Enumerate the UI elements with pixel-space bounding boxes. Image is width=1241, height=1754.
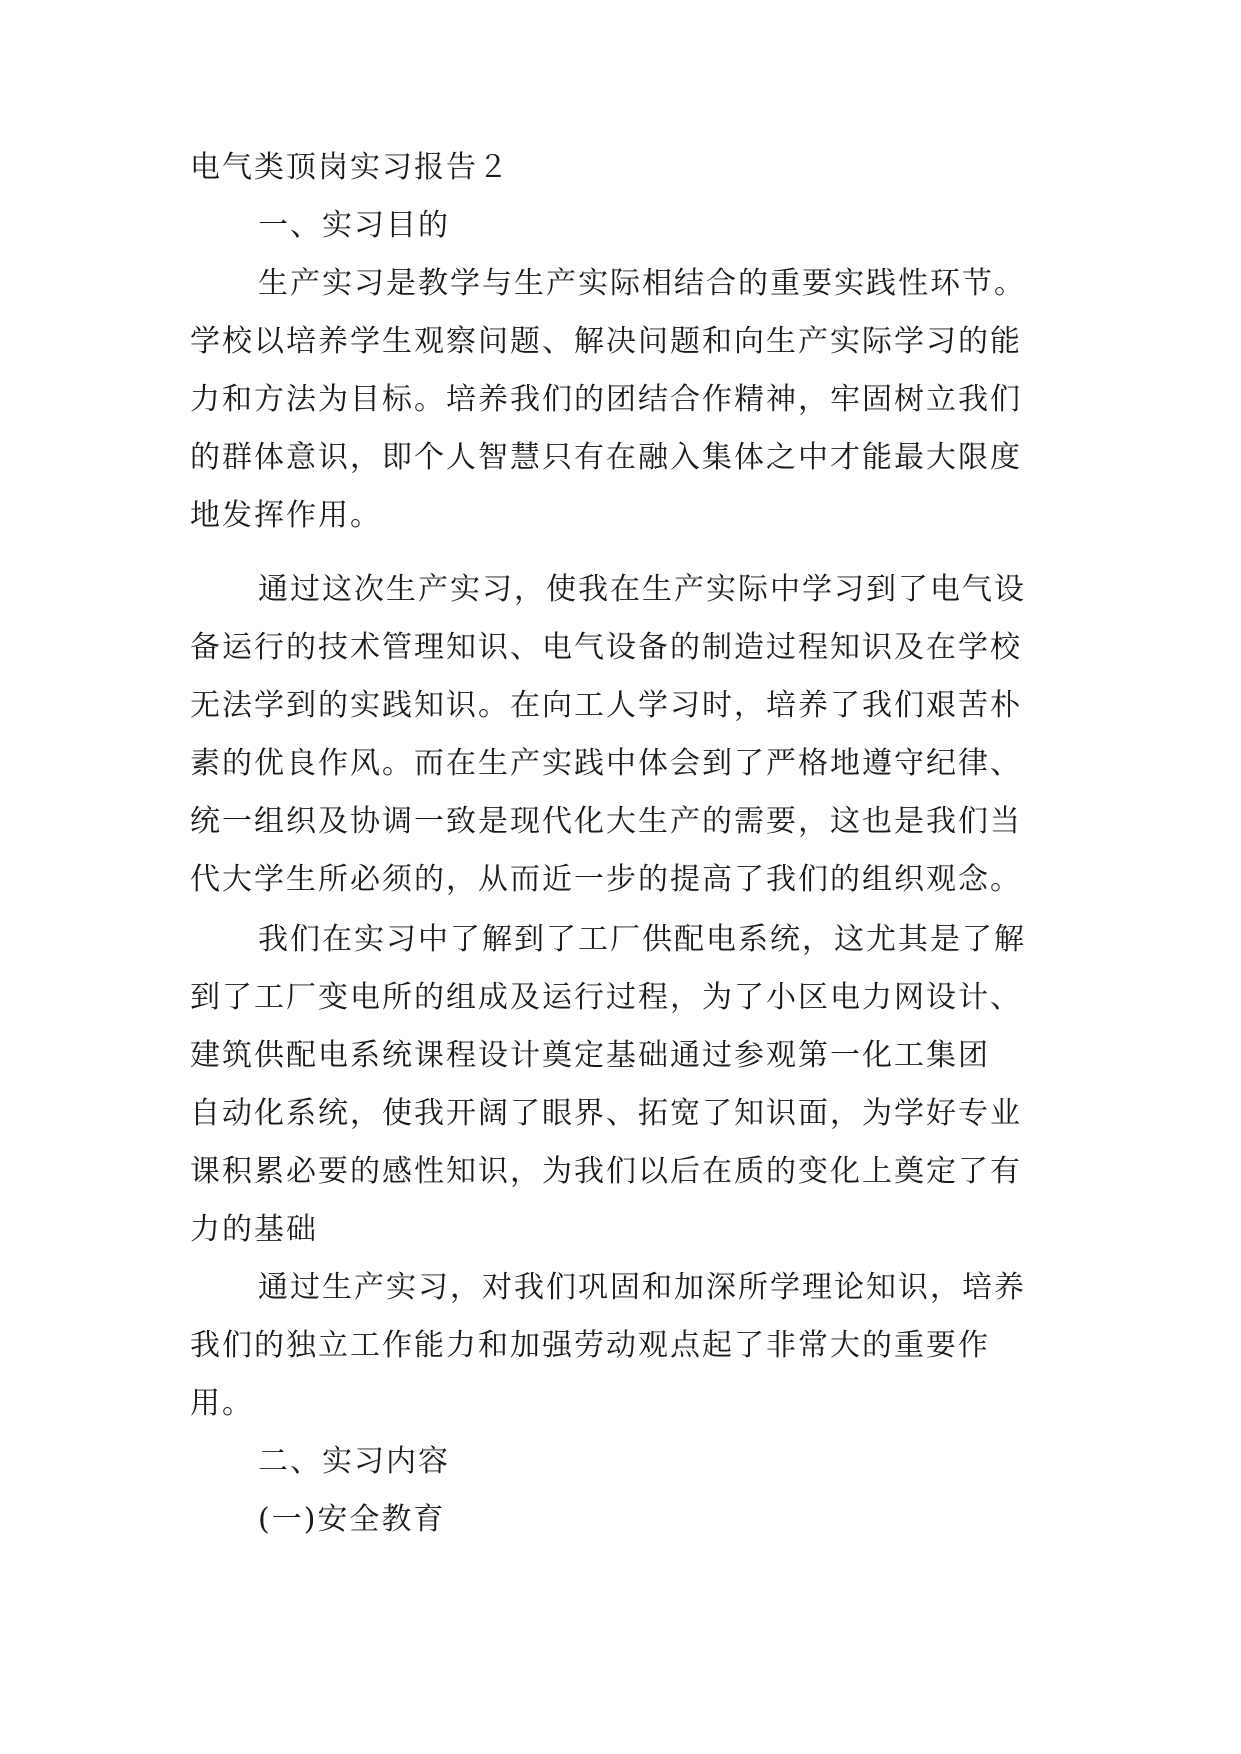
- paragraph-line: 到了工厂变电所的组成及运行过程，为了小区电力网设计、: [190, 980, 1022, 1015]
- paragraph-line: 的群体意识，即个人智慧只有在融入集体之中才能最大限度: [190, 440, 1022, 475]
- paragraph-line: 建筑供配电系统课程设计奠定基础通过参观第一化工集团: [190, 1038, 990, 1073]
- subsection-heading: (一)安全教育: [258, 1502, 446, 1537]
- paragraph-line: 通过生产实习，对我们巩固和加深所学理论知识，培养: [258, 1270, 1026, 1305]
- paragraph-line: 力的基础: [190, 1212, 318, 1247]
- document-title: 电气类顶岗实习报告２: [190, 150, 510, 185]
- section-heading: 一、实习目的: [258, 208, 450, 243]
- paragraph-line: 学校以培养学生观察问题、解决问题和向生产实际学习的能: [190, 324, 1022, 359]
- paragraph-line: 统一组织及协调一致是现代化大生产的需要，这也是我们当: [190, 804, 1022, 839]
- paragraph-line: 无法学到的实践知识。在向工人学习时，培养了我们艰苦朴: [190, 688, 1022, 723]
- paragraph-line: 地发挥作用。: [190, 498, 382, 533]
- paragraph-line: 生产实习是教学与生产实际相结合的重要实践性环节。: [258, 266, 1026, 301]
- paragraph-line: 力和方法为目标。培养我们的团结合作精神，牢固树立我们: [190, 382, 1022, 417]
- section-heading: 二、实习内容: [258, 1444, 450, 1479]
- paragraph-line: 素的优良作风。而在生产实践中体会到了严格地遵守纪律、: [190, 746, 1022, 781]
- paragraph-line: 备运行的技术管理知识、电气设备的制造过程知识及在学校: [190, 630, 1022, 665]
- paragraph-line: 代大学生所必须的，从而近一步的提高了我们的组织观念。: [190, 862, 1022, 897]
- paragraph-line: 课积累必要的感性知识，为我们以后在质的变化上奠定了有: [190, 1154, 1022, 1189]
- paragraph-line: 通过这次生产实习，使我在生产实际中学习到了电气设: [258, 572, 1026, 607]
- paragraph-line: 我们的独立工作能力和加强劳动观点起了非常大的重要作: [190, 1328, 990, 1363]
- paragraph-line: 我们在实习中了解到了工厂供配电系统，这尤其是了解: [258, 922, 1026, 957]
- paragraph-line: 用。: [190, 1386, 254, 1421]
- paragraph-line: 自动化系统，使我开阔了眼界、拓宽了知识面，为学好专业: [190, 1096, 1022, 1131]
